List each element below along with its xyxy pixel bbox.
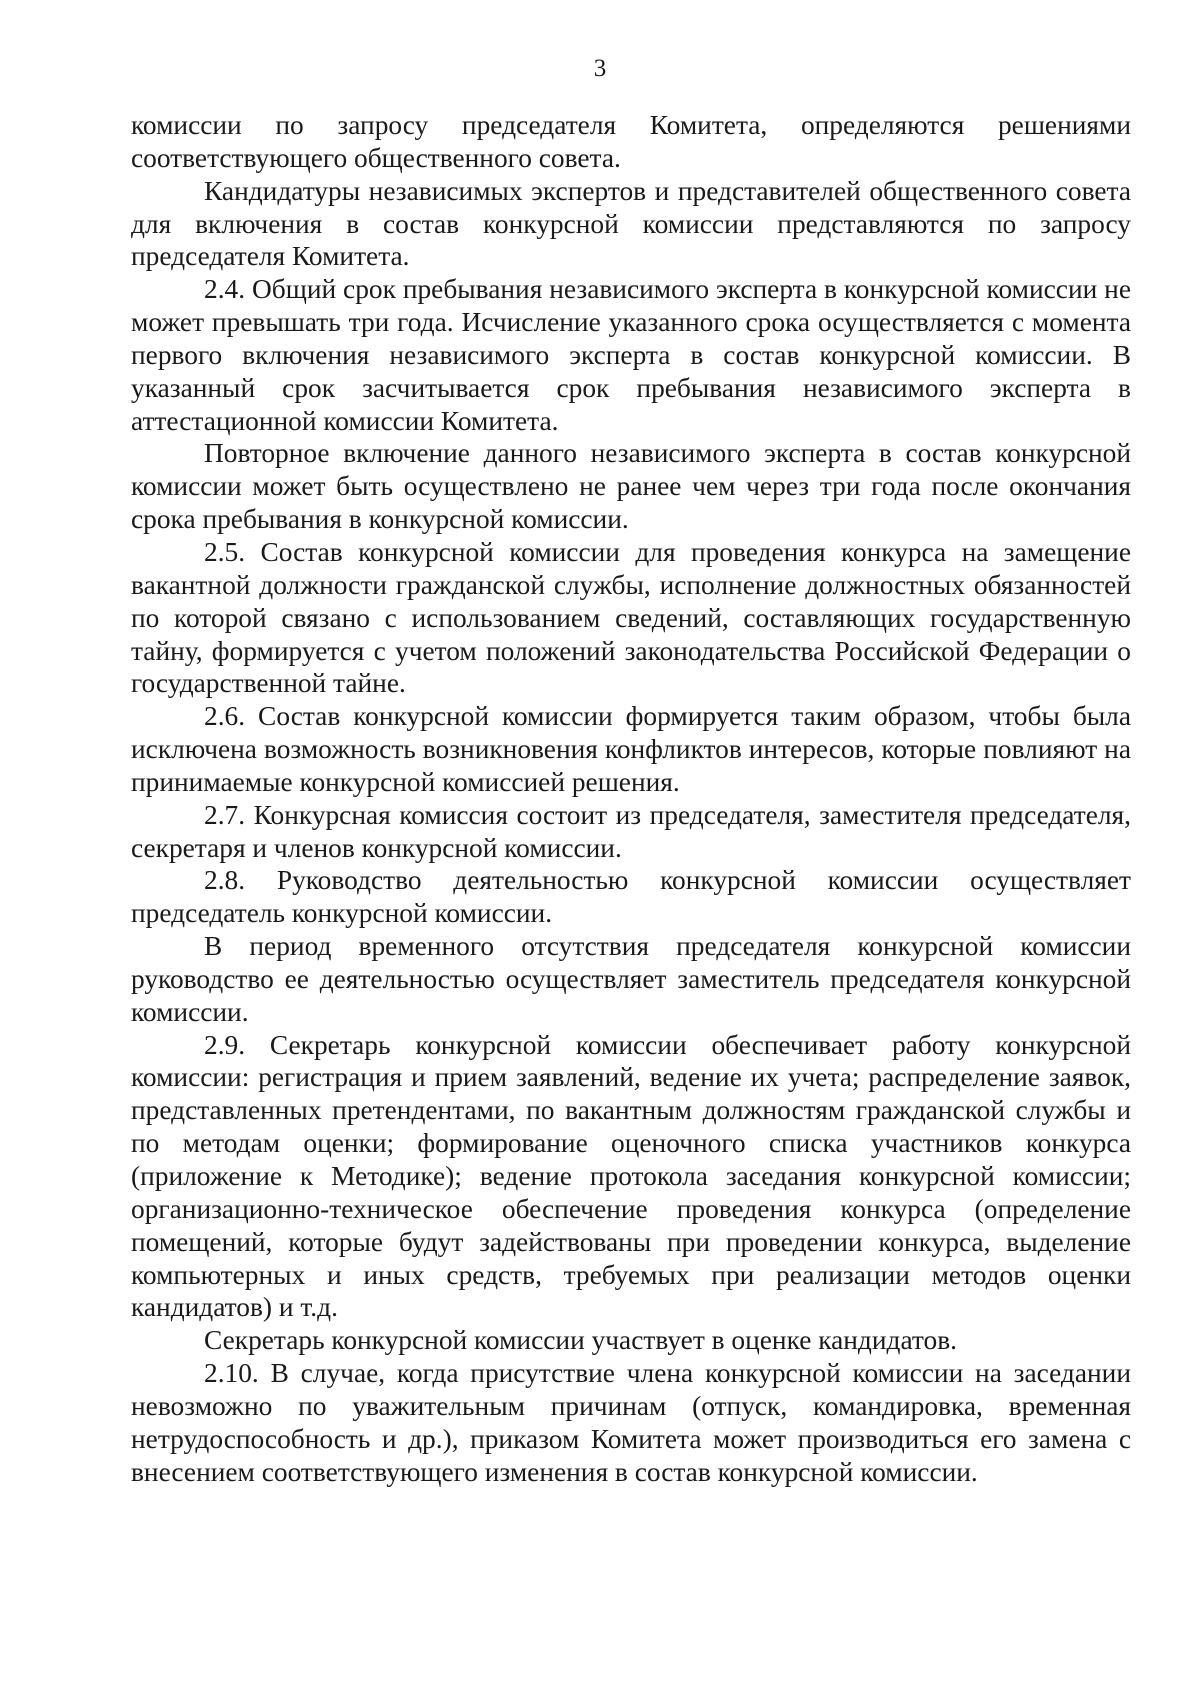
paragraph-2-7: 2.7. Конкурсная комиссия состоит из председателя, заместителя председателя, секретаря и членов конкурсной комиссии. bbox=[131, 799, 1131, 863]
paragraph-2-4: 2.4. Общий срок пребывания независимого эксперта в конкурсной комиссии не может превышать три года. Исчисление указанного срока осуществляется с момента первого включения независимого эксперта в состав конкурсной комиссии. В указанный срок засчитывается срок пребывания независимого эксперта в аттестационной комиссии Комитета. bbox=[131, 274, 1131, 436]
paragraph-repeat-inclusion: Повторное включение данного независимого эксперта в состав конкурсной комиссии может быть осуществлено не ранее чем через три года после окончания срока пребывания в конкурсной комиссии. bbox=[131, 438, 1131, 535]
paragraph-secretary-assessment: Секретарь конкурсной комиссии участвует в оценке кандидатов. bbox=[204, 1325, 957, 1356]
paragraph-2-8: 2.8. Руководство деятельностью конкурсной комиссии осуществляет председатель конкурсной комиссии. bbox=[131, 865, 1131, 929]
page-number: 3 bbox=[593, 55, 607, 82]
paragraph-chair-absence: В период временного отсутствия председателя конкурсной комиссии руководство ее деятельностью осуществляет заместитель председателя конкурсной комиссии. bbox=[131, 931, 1131, 1027]
paragraph-2-10: 2.10. В случае, когда присутствие члена конкурсной комиссии на заседании невозможно по уважительным причинам (отпуск, командировка, временная нетрудоспособность и др.), приказом Комитета может производиться его замена с внесением соответствующего изменения в состав конкурсной комиссии. bbox=[131, 1358, 1131, 1487]
paragraph-2-6: 2.6. Состав конкурсной комиссии формируется таким образом, чтобы была исключена возможность возникновения конфликтов интересов, которые повлияют на принимаемые конкурсной комиссией решения. bbox=[131, 701, 1131, 797]
document-body bbox=[131, 109, 1131, 1488]
paragraph-candidates-nomination: Кандидатуры независимых экспертов и представителей общественного совета для включения в состав конкурсной комиссии представляются по запросу председателя Комитета. bbox=[131, 175, 1131, 272]
paragraph-continuation: комиссии по запросу председателя Комитета, определяются решениями соответствующего общественного совета. bbox=[131, 110, 1131, 173]
paragraph-2-9: 2.9. Секретарь конкурсной комиссии обеспечивает работу конкурсной комиссии: регистрация и прием заявлений, ведение их учета; распределение заявок, представленных претендентами, по вакантным должностям гражданской службы и по методам оценки; формирование оценочного списка участников конкурса (приложение к Методике); ведение протокола заседания конкурсной комиссии; организационно-техническое обеспечение проведения конкурса (определение помещений, которые будут задействованы при проведении конкурса, выделение компьютерных и иных средств, требуемых при реализации методов оценки кандидатов) и т.д. bbox=[131, 1029, 1131, 1323]
paragraph-2-5: 2.5. Состав конкурсной комиссии для проведения конкурса на замещение вакантной должности гражданской службы, исполнение должностных обязанностей по которой связано с использованием сведений, составляющих государственную тайну, формируется с учетом положений законодательства Российской Федерации о государственной тайне. bbox=[131, 536, 1131, 699]
